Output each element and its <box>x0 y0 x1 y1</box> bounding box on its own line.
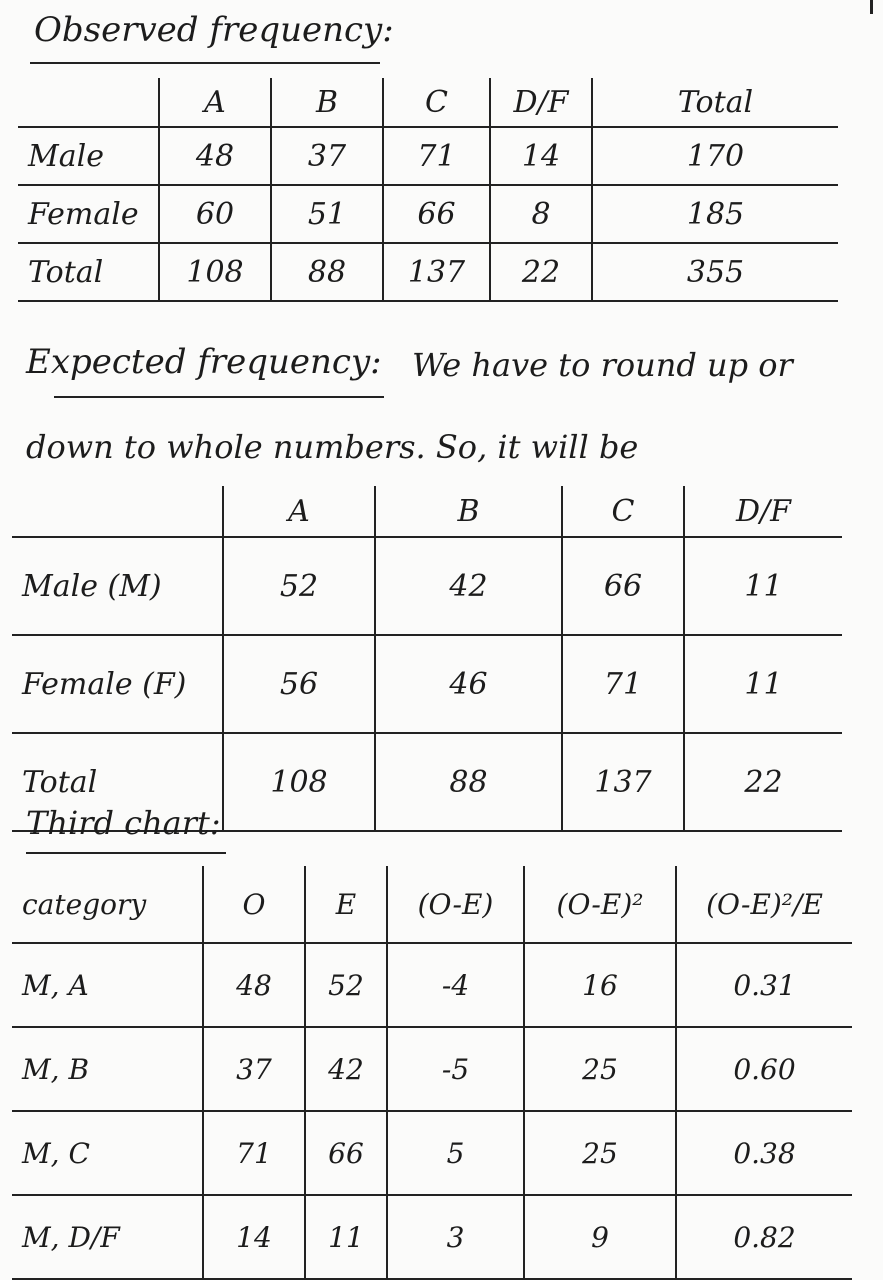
row-label: M, B <box>12 1027 203 1111</box>
table-cell: 66 <box>305 1111 387 1195</box>
row-label: Male (M) <box>12 537 223 635</box>
third-table <box>12 866 852 1280</box>
third-header-cell: category <box>12 866 203 943</box>
expected-header-cell: B <box>375 486 562 537</box>
table-cell: 11 <box>684 537 842 635</box>
expected-header-cell: A <box>223 486 375 537</box>
row-label: Male <box>18 127 159 185</box>
observed-header-cell <box>18 78 159 127</box>
table-cell: 170 <box>592 127 838 185</box>
table-cell: 14 <box>203 1195 305 1279</box>
table-cell: 46 <box>375 635 562 733</box>
table-row <box>12 1111 852 1195</box>
table-cell: 108 <box>159 243 271 301</box>
table-cell: 0.31 <box>676 943 852 1027</box>
table-cell: 37 <box>271 127 383 185</box>
table-row <box>18 185 838 243</box>
table-row <box>12 1195 852 1279</box>
observed-header-cell: C <box>383 78 490 127</box>
row-label: Female <box>18 185 159 243</box>
table-cell: 88 <box>375 733 562 831</box>
observed-header-cell: Total <box>592 78 838 127</box>
table-cell: 66 <box>562 537 684 635</box>
observed-header-row <box>18 78 838 127</box>
table-row <box>18 243 838 301</box>
table-cell: 37 <box>203 1027 305 1111</box>
table-cell: 42 <box>305 1027 387 1111</box>
table-cell: 22 <box>684 733 842 831</box>
table-cell: 137 <box>562 733 684 831</box>
expected-title-underline <box>54 396 384 398</box>
third-header-row <box>12 866 852 943</box>
table-cell: 3 <box>387 1195 524 1279</box>
table-cell: 14 <box>490 127 592 185</box>
table-cell: 0.38 <box>676 1111 852 1195</box>
table-cell: 25 <box>524 1027 676 1111</box>
table-cell: 48 <box>159 127 271 185</box>
row-label: M, C <box>12 1111 203 1195</box>
table-cell: 71 <box>562 635 684 733</box>
table-cell: 0.82 <box>676 1195 852 1279</box>
table-cell: 56 <box>223 635 375 733</box>
third-header-cell: (O-E)²/E <box>676 866 852 943</box>
table-cell: 51 <box>271 185 383 243</box>
table-cell: 137 <box>383 243 490 301</box>
third-title: Third chart: <box>26 804 221 842</box>
table-row <box>12 635 842 733</box>
third-header-cell: E <box>305 866 387 943</box>
observed-table <box>18 78 838 302</box>
table-cell: 9 <box>524 1195 676 1279</box>
table-cell: 11 <box>305 1195 387 1279</box>
table-cell: 52 <box>223 537 375 635</box>
table-cell: 52 <box>305 943 387 1027</box>
table-cell: 16 <box>524 943 676 1027</box>
table-cell: 42 <box>375 537 562 635</box>
third-header-cell: O <box>203 866 305 943</box>
expected-note-line-1: We have to round up or <box>412 346 793 384</box>
table-cell: 355 <box>592 243 838 301</box>
expected-note-line-2: down to whole numbers. So, it will be <box>26 428 639 466</box>
third-header-cell: (O-E) <box>387 866 524 943</box>
table-cell: 108 <box>223 733 375 831</box>
third-header-cell: (O-E)² <box>524 866 676 943</box>
table-cell: 8 <box>490 185 592 243</box>
expected-header-row <box>12 486 842 537</box>
table-row <box>12 537 842 635</box>
table-cell: 22 <box>490 243 592 301</box>
expected-table <box>12 486 842 832</box>
table-row <box>12 943 852 1027</box>
table-row <box>18 127 838 185</box>
table-cell: -5 <box>387 1027 524 1111</box>
table-cell: 185 <box>592 185 838 243</box>
row-label: Female (F) <box>12 635 223 733</box>
expected-header-cell: C <box>562 486 684 537</box>
row-label: M, A <box>12 943 203 1027</box>
third-title-underline <box>26 852 226 854</box>
observed-header-cell: B <box>271 78 383 127</box>
table-cell: 48 <box>203 943 305 1027</box>
observed-header-cell: D/F <box>490 78 592 127</box>
observed-header-cell: A <box>159 78 271 127</box>
table-cell: 5 <box>387 1111 524 1195</box>
table-cell: -4 <box>387 943 524 1027</box>
observed-title-underline <box>30 62 380 64</box>
row-label: Total <box>12 733 223 831</box>
row-label: M, D/F <box>12 1195 203 1279</box>
expected-header-cell: D/F <box>684 486 842 537</box>
expected-header-cell <box>12 486 223 537</box>
table-cell: 25 <box>524 1111 676 1195</box>
expected-title: Expected frequency: <box>26 342 382 382</box>
observed-title: Observed frequency: <box>34 10 394 50</box>
table-cell: 88 <box>271 243 383 301</box>
table-row <box>12 1027 852 1111</box>
table-cell: 0.60 <box>676 1027 852 1111</box>
table-cell: 71 <box>383 127 490 185</box>
corner-mark <box>870 0 873 14</box>
table-cell: 11 <box>684 635 842 733</box>
row-label: Total <box>18 243 159 301</box>
table-cell: 71 <box>203 1111 305 1195</box>
table-cell: 60 <box>159 185 271 243</box>
table-cell: 66 <box>383 185 490 243</box>
